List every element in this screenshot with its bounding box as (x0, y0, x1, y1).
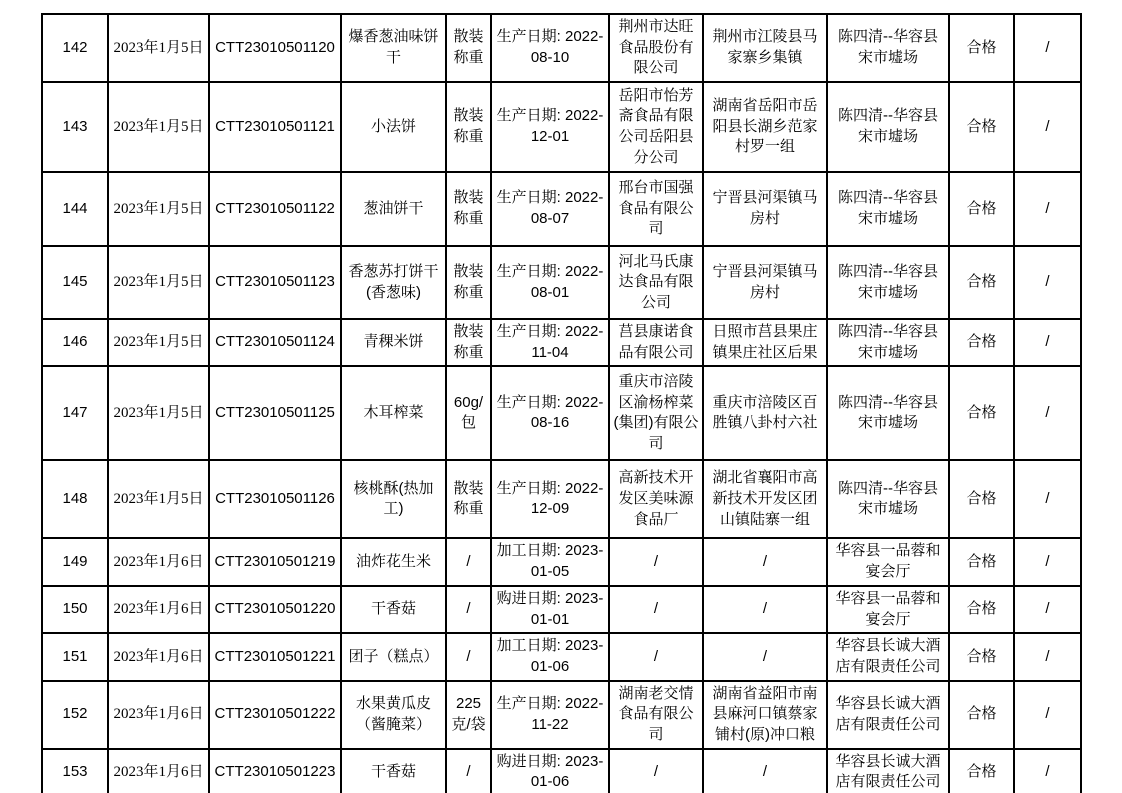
production-date-value: 2022-08-07 (530, 189, 604, 228)
production-date-label: 生产日期: (496, 189, 561, 207)
inspection-table (41, 13, 1082, 793)
cell-spec: / (446, 586, 491, 633)
cell-row-number: 146 (42, 319, 108, 366)
production-date-value: 2023-01-06 (530, 637, 604, 675)
cell-spec: / (446, 749, 491, 793)
cell-sample-code: CTT23010501220 (209, 586, 341, 633)
cell-producer: 重庆市涪陵区渝杨榨菜(集团)有限公司 (609, 366, 703, 460)
cell-producer-address: / (703, 538, 827, 585)
cell-sample-code: CTT23010501124 (209, 319, 341, 366)
production-date-label: 生产日期: (496, 479, 561, 497)
cell-producer: 高新技术开发区美味源食品厂 (609, 460, 703, 538)
cell-producer-address: / (703, 633, 827, 680)
cell-remark: / (1014, 460, 1081, 538)
cell-row-number: 153 (42, 749, 108, 793)
cell-result: 合格 (949, 633, 1014, 680)
cell-product-name: 香葱苏打饼干(香葱味) (341, 246, 446, 319)
cell-spec: / (446, 633, 491, 680)
cell-producer-address: 重庆市涪陵区百胜镇八卦村六社 (703, 366, 827, 460)
production-date-label: 加工日期: (496, 542, 561, 560)
cell-production-date (491, 366, 609, 460)
table-row (42, 14, 1081, 82)
cell-sample-date: 2023年1月6日 (108, 586, 209, 633)
cell-producer: / (609, 586, 703, 633)
cell-result: 合格 (949, 172, 1014, 246)
production-date-value: 2023-01-06 (530, 752, 604, 791)
cell-spec: 散装称重 (446, 246, 491, 319)
cell-sampling-place: 陈四清--华容县宋市墟场 (827, 82, 949, 172)
cell-result: 合格 (949, 681, 1014, 749)
table-row (42, 538, 1081, 585)
cell-sample-date: 2023年1月5日 (108, 319, 209, 366)
cell-product-name: 木耳榨菜 (341, 366, 446, 460)
cell-spec: 散装称重 (446, 14, 491, 82)
cell-remark: / (1014, 246, 1081, 319)
production-date-value: 2022-12-01 (530, 107, 604, 146)
cell-sample-date: 2023年1月6日 (108, 538, 209, 585)
cell-product-name: 团子（糕点） (341, 633, 446, 680)
cell-production-date (491, 538, 609, 585)
table-row (42, 366, 1081, 460)
cell-remark: / (1014, 366, 1081, 460)
cell-production-date (491, 586, 609, 633)
cell-spec: 60g/包 (446, 366, 491, 460)
cell-production-date (491, 14, 609, 82)
cell-remark: / (1014, 172, 1081, 246)
cell-sampling-place: 陈四清--华容县宋市墟场 (827, 366, 949, 460)
cell-sample-date: 2023年1月5日 (108, 82, 209, 172)
cell-producer-address: / (703, 749, 827, 793)
cell-sample-code: CTT23010501222 (209, 681, 341, 749)
cell-sample-date: 2023年1月6日 (108, 681, 209, 749)
cell-sample-code: CTT23010501126 (209, 460, 341, 538)
cell-producer: 邢台市国强食品有限公司 (609, 172, 703, 246)
cell-sample-date: 2023年1月6日 (108, 749, 209, 793)
production-date-label: 购进日期: (496, 589, 561, 607)
cell-producer-address: 湖北省襄阳市高新技术开发区团山镇陆寨一组 (703, 460, 827, 538)
cell-sampling-place: 陈四清--华容县宋市墟场 (827, 14, 949, 82)
cell-remark: / (1014, 82, 1081, 172)
cell-producer-address: 湖南省岳阳市岳阳县长湖乡范家村罗一组 (703, 82, 827, 172)
cell-row-number: 142 (42, 14, 108, 82)
cell-remark: / (1014, 749, 1081, 793)
cell-result: 合格 (949, 749, 1014, 793)
cell-spec: 散装称重 (446, 460, 491, 538)
cell-sampling-place: 陈四清--华容县宋市墟场 (827, 172, 949, 246)
cell-sample-code: CTT23010501123 (209, 246, 341, 319)
production-date-value: 2022-12-09 (530, 479, 604, 518)
cell-production-date (491, 460, 609, 538)
cell-sampling-place: 华容县长诚大酒店有限责任公司 (827, 749, 949, 793)
cell-result: 合格 (949, 82, 1014, 172)
production-date-label: 生产日期: (496, 393, 561, 411)
cell-sample-code: CTT23010501120 (209, 14, 341, 82)
cell-producer-address: / (703, 586, 827, 633)
cell-sampling-place: 陈四清--华容县宋市墟场 (827, 319, 949, 366)
cell-sample-code: CTT23010501223 (209, 749, 341, 793)
production-date-label: 生产日期: (496, 28, 561, 46)
cell-remark: / (1014, 681, 1081, 749)
production-date-value: 2022-08-01 (530, 262, 604, 301)
cell-result: 合格 (949, 538, 1014, 585)
cell-product-name: 葱油饼干 (341, 172, 446, 246)
cell-row-number: 152 (42, 681, 108, 749)
table-row (42, 681, 1081, 749)
cell-product-name: 水果黄瓜皮（酱腌菜） (341, 681, 446, 749)
cell-row-number: 148 (42, 460, 108, 538)
production-date-value: 2023-01-01 (530, 589, 604, 628)
cell-sample-code: CTT23010501221 (209, 633, 341, 680)
cell-producer: 湖南老交情食品有限公司 (609, 681, 703, 749)
cell-row-number: 143 (42, 82, 108, 172)
cell-producer-address: 宁晋县河渠镇马房村 (703, 246, 827, 319)
cell-production-date (491, 749, 609, 793)
table-row (42, 82, 1081, 172)
production-date-value: 2022-08-10 (530, 28, 604, 67)
cell-production-date (491, 82, 609, 172)
production-date-value: 2023-01-05 (530, 542, 604, 581)
cell-result: 合格 (949, 586, 1014, 633)
cell-production-date (491, 172, 609, 246)
cell-producer: 莒县康诺食品有限公司 (609, 319, 703, 366)
cell-row-number: 150 (42, 586, 108, 633)
cell-production-date (491, 633, 609, 680)
cell-sampling-place: 陈四清--华容县宋市墟场 (827, 460, 949, 538)
cell-remark: / (1014, 319, 1081, 366)
table-row (42, 586, 1081, 633)
cell-result: 合格 (949, 14, 1014, 82)
cell-product-name: 干香菇 (341, 749, 446, 793)
cell-product-name: 干香菇 (341, 586, 446, 633)
cell-sample-date: 2023年1月5日 (108, 172, 209, 246)
cell-spec: 225克/袋 (446, 681, 491, 749)
table-body (42, 14, 1081, 793)
cell-remark: / (1014, 633, 1081, 680)
production-date-label: 生产日期: (496, 262, 561, 280)
production-date-value: 2022-08-16 (530, 393, 604, 432)
cell-producer-address: 宁晋县河渠镇马房村 (703, 172, 827, 246)
cell-row-number: 151 (42, 633, 108, 680)
cell-result: 合格 (949, 319, 1014, 366)
cell-result: 合格 (949, 460, 1014, 538)
production-date-label: 生产日期: (496, 323, 561, 341)
cell-remark: / (1014, 586, 1081, 633)
cell-producer: 河北马氏康达食品有限公司 (609, 246, 703, 319)
cell-product-name: 核桃酥(热加工) (341, 460, 446, 538)
cell-sampling-place: 华容县长诚大酒店有限责任公司 (827, 681, 949, 749)
cell-product-name: 小法饼 (341, 82, 446, 172)
cell-row-number: 145 (42, 246, 108, 319)
cell-producer-address: 湖南省益阳市南县麻河口镇蔡家铺村(原)冲口粮 (703, 681, 827, 749)
cell-sample-date: 2023年1月5日 (108, 366, 209, 460)
cell-product-name: 青稞米饼 (341, 319, 446, 366)
cell-producer: 荆州市达旺食品股份有限公司 (609, 14, 703, 82)
cell-producer: 岳阳市怡芳斋食品有限公司岳阳县分公司 (609, 82, 703, 172)
table-row (42, 749, 1081, 793)
cell-row-number: 144 (42, 172, 108, 246)
cell-sample-code: CTT23010501125 (209, 366, 341, 460)
table-row (42, 319, 1081, 366)
production-date-value: 2022-11-04 (531, 323, 604, 361)
cell-sample-date: 2023年1月6日 (108, 633, 209, 680)
cell-sampling-place: 华容县一品蓉和宴会厅 (827, 586, 949, 633)
cell-production-date (491, 246, 609, 319)
cell-sample-code: CTT23010501219 (209, 538, 341, 585)
cell-sample-date: 2023年1月5日 (108, 460, 209, 538)
cell-row-number: 147 (42, 366, 108, 460)
cell-sampling-place: 华容县一品蓉和宴会厅 (827, 538, 949, 585)
cell-sampling-place: 华容县长诚大酒店有限责任公司 (827, 633, 949, 680)
cell-producer-address: 日照市莒县果庄镇果庄社区后果 (703, 319, 827, 366)
cell-sample-code: CTT23010501121 (209, 82, 341, 172)
cell-production-date (491, 681, 609, 749)
production-date-label: 加工日期: (496, 637, 561, 655)
cell-sample-code: CTT23010501122 (209, 172, 341, 246)
cell-spec: / (446, 538, 491, 585)
cell-result: 合格 (949, 366, 1014, 460)
production-date-label: 生产日期: (496, 694, 561, 712)
cell-remark: / (1014, 14, 1081, 82)
production-date-value: 2022-11-22 (531, 694, 604, 733)
cell-product-name: 爆香葱油味饼干 (341, 14, 446, 82)
cell-spec: 散装称重 (446, 82, 491, 172)
cell-result: 合格 (949, 246, 1014, 319)
production-date-label: 购进日期: (496, 752, 561, 770)
production-date-label: 生产日期: (496, 107, 561, 125)
table-row (42, 172, 1081, 246)
cell-producer: / (609, 538, 703, 585)
table-row (42, 246, 1081, 319)
cell-sample-date: 2023年1月5日 (108, 246, 209, 319)
cell-remark: / (1014, 538, 1081, 585)
table-row (42, 633, 1081, 680)
cell-spec: 散装称重 (446, 172, 491, 246)
cell-spec: 散装称重 (446, 319, 491, 366)
table-row (42, 460, 1081, 538)
cell-row-number: 149 (42, 538, 108, 585)
cell-producer: / (609, 749, 703, 793)
cell-production-date (491, 319, 609, 366)
cell-producer-address: 荆州市江陵县马家寨乡集镇 (703, 14, 827, 82)
cell-producer: / (609, 633, 703, 680)
cell-product-name: 油炸花生米 (341, 538, 446, 585)
cell-sample-date: 2023年1月5日 (108, 14, 209, 82)
cell-sampling-place: 陈四清--华容县宋市墟场 (827, 246, 949, 319)
